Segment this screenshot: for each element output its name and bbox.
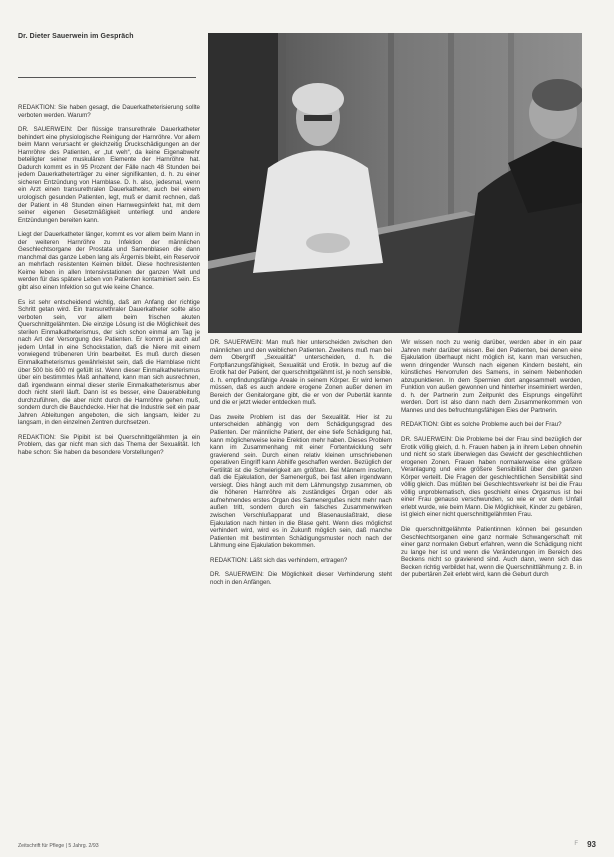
paragraph: DR. SAUERWEIN: Die Möglichkeit dieser Verhinderung steht noch in den Anfängen. bbox=[210, 571, 392, 586]
page-header: Dr. Dieter Sauerwein im Gespräch bbox=[18, 33, 134, 40]
paragraph: DR. SAUERWEIN: Man muß hier unterscheiden zwischen den männlichen und den weiblichen Patienten. Zweitens muß man bei dem Obergriff „Sexualität“ unterscheiden, d. h. die Fortpflanzungsfähigkeit, Sexualität und Erotik. In bezug auf die Erotik hat der Patient, der querschnittgelähmt ist, je noch sensible, d. h. empfindungsfähige Areale in seinem Körper. Er wird lernen müssen, daß es auch andere erogene Zonen außer denen im Bereich der Genitalorgane gibt, die er von der Pubertät kannte und die er jetzt wieder entdecken muß. bbox=[210, 339, 392, 407]
paragraph: REDAKTION: Sie haben gesagt, die Dauerkatheterisierung sollte verboten werden. Warum? bbox=[18, 104, 200, 119]
paragraph: Liegt der Dauerkatheter länger, kommt es vor allem beim Mann in der weiteren Harnröhre zu Infektion der männlichen Geschlechtsorgane der Prostata und Samenblasen die dann manchmal das ganze Leben lang als Ärgernis bleibt, ein Reservoir an mehrfach resistenten Keimen bildet. Diese hochresistenten Keime leben in allen Intensivstationen der ganzen Welt und werden für das spätere Leben von Patienten kontaminiert sein. Es gibt also einen Infektion so gut wie keine Chance. bbox=[18, 231, 200, 292]
header-rule bbox=[18, 77, 196, 78]
paragraph: Es ist sehr entscheidend wichtig, daß am Anfang der richtige Schritt getan wird. Ein transurethraler Dauerkatheter sollte also verboten sein, vor allem beim frischen akuten Querschnittgelähmten. Die einzige Lösung ist die Möglichkeit des sterilen Einmalkatheterismus, der sich schon einmal am Tag je nach Art der Versorgung des Patienten. Er kommt ja auch auf jedem Unfall in eine Schockstation, daß die Niere mit einem vorwiegend trübeneren Urin bearbeitet. Es muß durch diesen Einmalkatheterismus gewährleistet sein, daß die Harnblase nicht über 500 bis 600 ml gefüllt ist. Wenn dieser Einmalkatheterismus über ein bestimmtes Maß anhaltend, kann man sich ausrechnen, daß irgendwann einmal dieser sterile Einmalkatheterismus aber doch nicht steril läuft. Dann ist es besser, eine Dauerableitung durchzuführen, die aber nicht durch die Harnröhre gehen muß, sondern durch die Bauchdecke. Hier hat die Industrie seit ein paar Jahren Ableitungen angeboten, die sich langsam, leider zu langsam, in den einzelnen Zentren durchsetzen. bbox=[18, 298, 200, 427]
paragraph: Das zweite Problem ist das der Sexualität. Hier ist zu unterscheiden abhängig von dem Schädigungsgrad des Patienten. Der männliche Patient, der eine tiefe Schädigung hat, kann möglicherweise keine Erektion mehr haben. Dieses Problem kann im Zusammenhang mit einer Fortentwicklung sehr gravierend sein. Durch einen relativ kleinen umschriebenen operativen Eingriff kann Abhilfe geschaffen werden. Bezüglich der Fertilität ist die Schwierigkeit am größten. Bei Männern insofern, daß die Ejakulation, der Samenerguß, bei fast allen irgendwann versiegt. Dies hängt auch mit dem Lähmungstyp zusammen, ob die höheren Harnröhre als zuständiges Organ oder als aufnehmendes erstes Organ des Samenergußes nicht mehr nach außen tritt, sondern durch ein falsches Zusammenwirken zwischen Verschlußapparat und Blasenauslaßtrakt, diese Ejakulation nach hinten in die Blase geht. Wenn dies möglichst verhindert wird, wird es in Zukunft möglich sein, daß manche Patienten mit bestimmten Schädigungsmuster noch nach der Lähmung eine Ejakulation bekommen. bbox=[210, 413, 392, 550]
paragraph: DR. SAUERWEIN: Die Probleme bei der Frau sind bezüglich der Erotik völlig gleich, d. h. Frauen haben ja in ihrem Leben ohnehin und nicht so stark überwiegen das Gewicht der geschlechtlichen erogenen Zonen. Frauen haben normalerweise eine größere Veranlagung und eine größere Sensibilität über den ganzen Körper verteilt. Die Fragen der geschlechtlichen Sensibilität sind völlig gleich. Das müßten bei Geschlechtsverkehr ist bei die Frau völlig unproblematisch, dies geschieht eines Orgasmus ist bei einer Frau genauso verschwunden, so wie er vor dem Unfall erlebt wurde, wie beim Mann. Die Möglichkeit, Kinder zu gebären, ist gleich einer nicht querschnittgelähmten Frau. bbox=[401, 436, 582, 519]
paragraph: Wir wissen noch zu wenig darüber, werden aber in ein paar Jahren mehr darüber wissen. Bei den Patienten, bei denen eine Ejakulation überhaupt nicht möglich ist, kann man versuchen, wenn dringender Wunsch nach eigenen Kindern besteht, ein künstliches Hervorrufen des Samens, in seinem Nebenhoden abzupunktieren. In dem Spermien dort angesammelt werden, Funktion von außen gewonnen und hinterher inseminiert werden, d. h. der Partnerin zum Zeitpunkt des Eisprungs eingeführt werden. Dort ist also dann nach dem Zusammenkommen von Mannes und des befruchtungsfähigen Eies der Partnerin. bbox=[401, 339, 582, 414]
paragraph: Die querschnittgelähmte Patientinnen können bei gesunden Geschlechtsorganen eine ganz normale Schwangerschaft mit einer ganz normalen Geburt erfahren, wenn die Schädigung nicht zu lange her ist und wenn die Veränderungen im Bereich des Beckens nicht so gravierend sind. Auch dann, wenn sich das Becken richtig verbildet hat, wenn die Querschnittlähmung z. B. in der pubertären Zeit erlebt wird, kann die Geburt durch bbox=[401, 526, 582, 579]
paragraph: DR. SAUERWEIN: Der flüssige transurethrale Dauerkatheter behindert eine physiologische Reinigung der Harnröhre. Vor allem beim Mann verursacht er gleichzeitig Druckschädigungen an der Harnröhre des Patienten, er „tut weh“, da keine Eigenabwehr beteiligter seiner muskulären Elemente der Harnröhre hat. Dadurch kommt es in 95 Prozent der Fälle nach 48 Stunden bei jedem Dauerkatheterträger zu einer signifikanten, d. h. zu einer sicheren Entzündung von Harnblase. D. h. also, jedesmal, wenn ein Arzt einen transurethralen Dauerkatheter, auch bei einem urologisch gesunden Patienten, legt, muß er damit rechnen, daß der Patient in 48 Stunden einen Harnwegsinfekt hat, mit dem seiner eigenen Gesetzmäßigkeit unterliegt und andere Entzündungen bereiten kann. bbox=[18, 126, 200, 224]
text-column-1 bbox=[18, 104, 200, 827]
photo-illustration bbox=[208, 33, 582, 333]
page-number: 93 bbox=[587, 840, 596, 849]
footer-mark: F bbox=[574, 841, 578, 847]
paragraph: REDAKTION: Läßt sich das verhindern, ertragen? bbox=[210, 556, 348, 564]
text-column-3 bbox=[401, 339, 582, 839]
interview-photo bbox=[208, 33, 582, 333]
text-column-2 bbox=[210, 339, 392, 839]
paragraph: REDAKTION: Sie Pipibit ist bei Querschnittgelähmten ja ein Problem, das gar nicht man sich das Thema der Sexualität. Ich habe schon: Sie haben da besondere Vorstellungen? bbox=[18, 433, 200, 456]
paragraph: REDAKTION: Gibt es solche Probleme auch bei der Frau? bbox=[401, 421, 562, 429]
footer-source: Zeitschrift für Pflege | 5 Jahrg. 2/93 bbox=[18, 843, 99, 849]
